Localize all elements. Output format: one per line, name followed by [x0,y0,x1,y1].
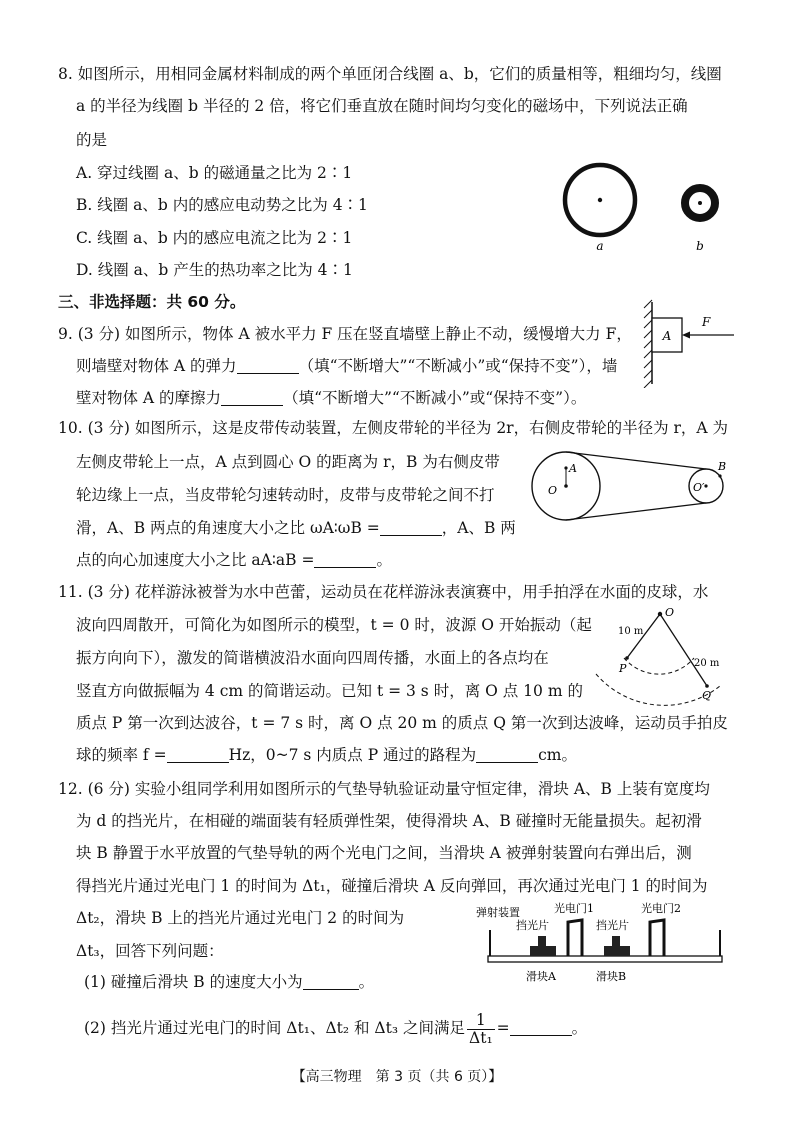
q11-line-6-text-a: 球的频率 f = [76,746,167,764]
q9-blank-2[interactable] [221,389,283,406]
q12-fraction [467,1012,495,1047]
q10-line-4 [76,518,516,538]
coil-a-center [598,198,602,202]
label-b: B [718,460,727,473]
section-3-heading: 三、非选择题：共 60 分。 [58,293,246,311]
label-20m: 20 m [694,658,720,669]
q8-option-c: C. 线圈 a、b 内的感应电流之比为 2∶1 [76,229,353,247]
q12-sub-2 [84,1008,587,1048]
q12-sub-2-text-c: 。 [571,1019,588,1037]
point-q [705,684,709,688]
label-p: P [619,662,627,675]
block-a-body [530,946,556,956]
q10-blank-2[interactable] [314,551,376,568]
q11-line-4: 竖直方向做振幅为 4 cm 的简谐运动。已知 t = 3 s 时，离 O 点 10 m 的 [76,682,583,700]
q8-option-d: D. 线圈 a、b 产生的热功率之比为 4∶1 [76,261,353,279]
q12-sub-1-text-a: (1) 碰撞后滑块 B 的速度大小为 [84,973,303,991]
q8-coils-figure [548,158,748,258]
q9-line-1: 9. (3 分) 如图所示，物体 A 被水平力 F 压在竖直墙壁上静止不动，缓慢增大力 F， [58,325,632,343]
q9-line-3-text-a: 壁对物体 A 的摩擦力 [76,389,222,407]
coil-b-label: b [696,239,704,253]
q10-line-1: 10. (3 分) 如图所示，这是皮带传动装置，左侧皮带轮的半径为 2r，右侧皮带轮的半径为 r，A 为 [58,419,729,437]
q8-option-b: B. 线圈 a、b 内的感应电动势之比为 4∶1 [76,196,368,214]
block-a-label: A [662,329,672,343]
q8-line-3: 的是 [76,131,108,149]
gate-2-label: 光电门2 [641,902,681,915]
force-f-label: F [702,315,711,329]
gate-1 [568,920,582,956]
q11-line-6-text-b: Hz，0~7 s 内质点 P 通过的路程为 [228,746,477,764]
q12-line-2: 为 d 的挡光片，在相碰的端面装有轻质弹性架，使得滑块 A、B 碰撞时无能量损失。起初滑 [76,812,702,830]
q12-blank-2[interactable] [510,1019,572,1036]
q10-blank-1[interactable] [380,519,442,536]
q9-line-2-text-a: 则墙壁对物体 A 的弹力 [76,357,237,375]
fraction-numerator: 1 [467,1012,495,1030]
gate-2 [650,920,664,956]
label-o: O [548,484,558,497]
label-q: Q [702,689,712,702]
q9-line-3-text-b: （填“不断增大”“不断减小”或“保持不变”）。 [283,389,587,407]
q9-blank-1[interactable] [237,357,299,374]
q12-sub-2-text-a: (2) 挡光片通过光电门的时间 Δt₁、Δt₂ 和 Δt₃ 之间满足 [84,1019,466,1037]
gate-1-label: 光电门1 [554,902,594,915]
q12-sub-1 [84,972,374,992]
line-oq [660,614,707,686]
q9-wall-figure [640,296,740,388]
q12-line-5: Δt₂，滑块 B 上的挡光片通过光电门 2 的时间为 [76,909,405,927]
q11-line-6 [76,745,577,765]
block-b-body [604,946,630,956]
q10-line-4-text-b: ，A、B 两 [441,519,516,537]
q10-line-5-text-b: 。 [376,551,392,569]
point-b [718,474,721,477]
circle-10m-arc [624,658,694,674]
force-f-arrowhead [682,332,690,339]
point-p [625,656,629,660]
track [488,956,722,962]
q8-option-a: A. 穿过线圈 a、b 的磁通量之比为 2∶1 [76,164,353,182]
q11-line-5: 质点 P 第一次到达波谷，t = 7 s 时，离 O 点 20 m 的质点 Q 第一次到达波峰，运动员手拍皮 [76,714,728,732]
q11-line-2: 波向四周散开，可简化为如图所示的模型，t = 0 时，波源 O 开始振动（起 [76,616,592,634]
q12-line-1: 12. (6 分) 实验小组同学利用如图所示的气垫导轨验证动量守恒定律，滑块 A、B 上装有宽度均 [58,780,710,798]
q9-line-2 [76,356,617,376]
coil-a-label: a [596,239,604,253]
q12-sub-1-text-b: 。 [358,973,375,991]
q11-line-3: 振方向向下），激发的简谐横波沿水面向四周传播，水面上的各点均在 [76,649,549,667]
coil-b-center [698,201,702,205]
fraction-denominator: Δt₁ [469,1028,493,1047]
q10-line-3: 轮边缘上一点，当皮带轮匀速转动时，皮带与皮带轮之间不打 [76,486,495,504]
q10-line-2: 左侧皮带轮上一点，A 点到圆心 O 的距离为 r，B 为右侧皮带 [76,453,500,471]
belt-top [566,452,706,469]
wall-hatching [644,300,652,388]
q11-line-1: 11. (3 分) 花样游泳被誉为水中芭蕾，运动员在花样游泳表演赛中，用手拍浮在水面的皮球，水 [58,583,709,601]
q12-line-4: 得挡光片通过光电门 1 的时间为 Δt₁，碰撞后滑块 A 反向弹回，再次通过光电门 1 的时间为 [76,877,708,895]
q9-line-3 [76,388,586,408]
q10-belt-figure [530,448,742,528]
q11-blank-2[interactable] [476,746,538,763]
page-footer: 【高三物理 第 3 页（共 6 页）】 [291,1069,503,1085]
q11-line-6-text-c: cm。 [538,746,577,764]
label-o-prime: O′ [693,481,705,494]
shade-1-label: 挡光片 [516,919,549,932]
center-o-prime [704,484,707,487]
block-a-shade [538,936,546,946]
q10-line-5 [76,550,392,570]
source-o [658,612,662,616]
block-b-label: 滑块B [596,970,627,983]
q8-line-1: 8. 如图所示，用相同金属材料制成的两个单匝闭合线圈 a、b，它们的质量相等，粗细均匀，线圈 [58,65,722,83]
q12-line-6: Δt₃，回答下列问题： [76,942,224,960]
belt-bottom [566,503,706,520]
point-a [564,466,567,469]
label-a: A [569,462,577,475]
q8-line-2: a 的半径为线圈 b 半径的 2 倍，将它们垂直放在随时间均匀变化的磁场中，下列说法正确 [76,97,688,115]
q9-line-2-text-b: （填“不断增大”“不断减小”或“保持不变”），墙 [298,357,618,375]
label-10m: 10 m [618,626,644,637]
q10-line-4-text-a: 滑，A、B 两点的角速度大小之比 ωA∶ωB = [76,519,380,537]
q12-blank-1[interactable] [303,973,359,990]
q11-wave-figure [594,606,744,706]
q10-line-5-text-a: 点的向心加速度大小之比 aA∶aB = [76,551,315,569]
q12-airtrack-figure [476,900,726,988]
q12-sub-2-equals: = [496,1019,510,1037]
label-o: O [665,606,675,619]
shade-2-label: 挡光片 [596,919,629,932]
q11-blank-1[interactable] [167,746,229,763]
block-a-label: 滑块A [526,970,556,983]
block-b-shade [612,936,620,946]
launcher-label: 弹射装置 [476,906,520,919]
q12-line-3: 块 B 静置于水平放置的气垫导轨的两个光电门之间，当滑块 A 被弹射装置向右弹出后，测 [76,844,692,862]
